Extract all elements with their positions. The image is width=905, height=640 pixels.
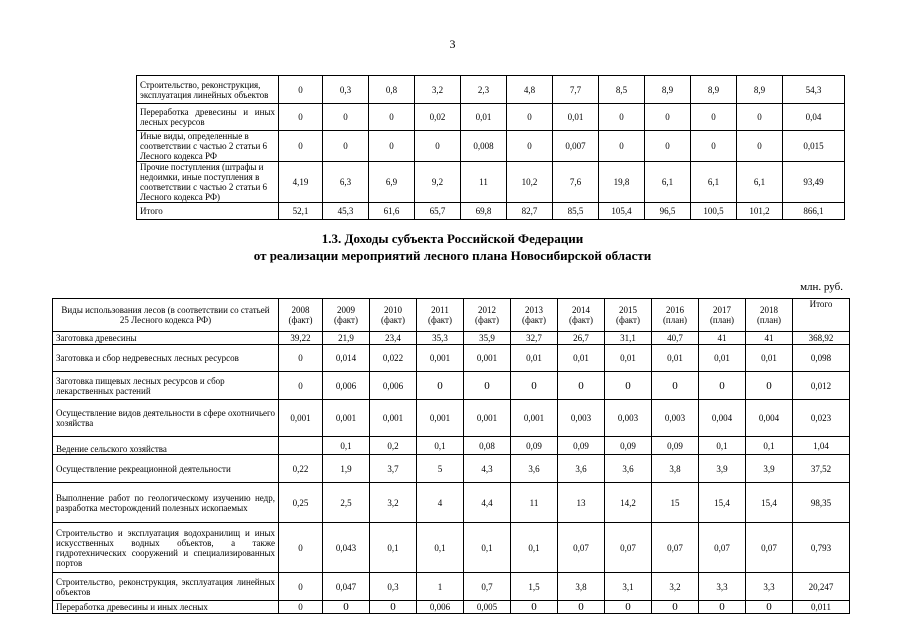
cell: 52,1 [279, 203, 323, 220]
row-label: Ведение сельского хозяйства [53, 437, 279, 455]
cell: 6,1 [691, 162, 737, 203]
cell: 0 [507, 131, 553, 162]
cell: 0 [279, 104, 323, 131]
cell: 0,25 [279, 483, 323, 523]
header-total: Итого [793, 299, 850, 332]
cell: 20,247 [793, 573, 850, 601]
cell: 0 [323, 131, 369, 162]
cell: 9,2 [415, 162, 461, 203]
cell: 0 [369, 104, 415, 131]
cell: 0 [599, 104, 645, 131]
cell: 3,9 [699, 455, 746, 483]
cell: 35,9 [464, 332, 511, 345]
cell [279, 437, 323, 455]
cell: 0,02 [415, 104, 461, 131]
row-label: Осуществление видов деятельности в сфере охотничьего хозяйства [53, 400, 279, 437]
cell: 2,3 [461, 76, 507, 104]
revenue-table-main [52, 298, 850, 614]
header-year: 2008 (факт) [279, 299, 323, 332]
cell: 0,012 [793, 372, 850, 400]
cell: 0 [279, 76, 323, 104]
table-row [53, 455, 850, 483]
table-header-row [53, 299, 850, 332]
cell: 35,3 [417, 332, 464, 345]
cell: 0,1 [417, 437, 464, 455]
cell: 98,35 [793, 483, 850, 523]
cell: 0,043 [323, 523, 370, 573]
header-year: 2016 (план) [652, 299, 699, 332]
cell: 368,92 [793, 332, 850, 345]
cell: 0,001 [511, 400, 558, 437]
cell: 3,2 [415, 76, 461, 104]
cell: 0,001 [279, 400, 323, 437]
cell: 0 [417, 372, 464, 400]
cell: 0,22 [279, 455, 323, 483]
cell: 6,1 [737, 162, 783, 203]
cell: 7,6 [553, 162, 599, 203]
row-label: Строительство, реконструкция, эксплуатация линейных объектов [137, 76, 279, 104]
cell: 14,2 [605, 483, 652, 523]
cell: 11 [461, 162, 507, 203]
header-year: 2011 (факт) [417, 299, 464, 332]
cell: 0,001 [417, 345, 464, 372]
cell: 0,015 [783, 131, 845, 162]
cell: 0,793 [793, 523, 850, 573]
cell: 0,003 [558, 400, 605, 437]
cell: 11 [511, 483, 558, 523]
cell: 0 [699, 601, 746, 614]
cell: 41 [699, 332, 746, 345]
cell: 82,7 [507, 203, 553, 220]
row-label: Заготовка и сбор недревесных лесных ресурсов [53, 345, 279, 372]
cell: 0,09 [558, 437, 605, 455]
cell: 61,6 [369, 203, 415, 220]
cell: 0,07 [699, 523, 746, 573]
cell: 21,9 [323, 332, 370, 345]
cell: 69,8 [461, 203, 507, 220]
cell: 0,001 [464, 345, 511, 372]
cell: 26,7 [558, 332, 605, 345]
cell: 0,023 [793, 400, 850, 437]
cell: 3,2 [652, 573, 699, 601]
cell: 0,008 [461, 131, 507, 162]
cell: 93,49 [783, 162, 845, 203]
cell: 0,7 [464, 573, 511, 601]
row-label: Строительство и эксплуатация водохранилищ и иных искусственных водных объектов, а также гидротехнических сооружений и специализированных портов [53, 523, 279, 573]
cell: 0 [279, 573, 323, 601]
table-row [53, 601, 850, 614]
cell: 1 [417, 573, 464, 601]
cell: 0,01 [652, 345, 699, 372]
cell: 41 [746, 332, 793, 345]
cell: 31,1 [605, 332, 652, 345]
cell: 0 [737, 131, 783, 162]
header-year: 2010 (факт) [370, 299, 417, 332]
cell: 4,4 [464, 483, 511, 523]
cell: 866,1 [783, 203, 845, 220]
cell: 3,6 [558, 455, 605, 483]
cell: 8,9 [645, 76, 691, 104]
cell: 2,5 [323, 483, 370, 523]
cell: 37,52 [793, 455, 850, 483]
row-label: Переработка древесины и иных лесных [53, 601, 279, 614]
header-year: 2014 (факт) [558, 299, 605, 332]
cell: 0 [464, 372, 511, 400]
cell: 15,4 [699, 483, 746, 523]
cell: 0 [645, 104, 691, 131]
header-year: 2013 (факт) [511, 299, 558, 332]
cell: 10,2 [507, 162, 553, 203]
cell: 0 [279, 601, 323, 614]
cell: 3,8 [558, 573, 605, 601]
cell: 0,003 [605, 400, 652, 437]
cell: 3,6 [511, 455, 558, 483]
cell: 0,011 [793, 601, 850, 614]
cell: 39,22 [279, 332, 323, 345]
cell: 96,5 [645, 203, 691, 220]
cell: 0,09 [605, 437, 652, 455]
cell: 0,8 [369, 76, 415, 104]
cell: 0,1 [417, 523, 464, 573]
header-year: 2015 (факт) [605, 299, 652, 332]
cell: 0,07 [605, 523, 652, 573]
row-label: Переработка древесины и иных лесных ресурсов [137, 104, 279, 131]
cell: 0,006 [417, 601, 464, 614]
cell: 0,04 [783, 104, 845, 131]
cell: 1,5 [511, 573, 558, 601]
cell: 0,01 [699, 345, 746, 372]
cell: 0 [605, 372, 652, 400]
cell: 0,006 [323, 372, 370, 400]
cell: 0 [323, 601, 370, 614]
row-label: Строительство, реконструкция, эксплуатация линейных объектов [53, 573, 279, 601]
cell: 3,1 [605, 573, 652, 601]
header-year: 2009 (факт) [323, 299, 370, 332]
cell: 0,1 [746, 437, 793, 455]
cell: 6,3 [323, 162, 369, 203]
units-label: млн. руб. [800, 281, 843, 293]
cell: 0,01 [511, 345, 558, 372]
cell: 3,7 [370, 455, 417, 483]
cell: 0 [279, 345, 323, 372]
cell: 3,9 [746, 455, 793, 483]
cell: 0,01 [746, 345, 793, 372]
revenue-table-continued [136, 75, 845, 220]
cell: 100,5 [691, 203, 737, 220]
cell: 0 [605, 601, 652, 614]
table-row [137, 162, 845, 203]
cell: 101,2 [737, 203, 783, 220]
cell: 0 [415, 131, 461, 162]
table-row [137, 131, 845, 162]
cell: 0,09 [511, 437, 558, 455]
cell: 4 [417, 483, 464, 523]
cell: 0 [645, 131, 691, 162]
section-title-line2: от реализации мероприятий лесного плана Новосибирской области [253, 248, 652, 263]
cell: 0,007 [553, 131, 599, 162]
cell: 0 [511, 601, 558, 614]
row-label: Выполнение работ по геологическому изучению недр, разработка месторождений полезных ископаемых [53, 483, 279, 523]
cell: 0 [369, 131, 415, 162]
cell: 0 [691, 131, 737, 162]
cell: 54,3 [783, 76, 845, 104]
cell: 32,7 [511, 332, 558, 345]
cell: 0 [652, 601, 699, 614]
cell: 0,01 [461, 104, 507, 131]
cell: 0 [507, 104, 553, 131]
cell: 0,1 [370, 523, 417, 573]
cell: 0,098 [793, 345, 850, 372]
table-row [53, 345, 850, 372]
cell: 0,07 [746, 523, 793, 573]
cell: 0,09 [652, 437, 699, 455]
cell: 6,1 [645, 162, 691, 203]
cell: 0,004 [746, 400, 793, 437]
cell: 0 [652, 372, 699, 400]
cell: 0,3 [323, 76, 369, 104]
table-row [53, 573, 850, 601]
cell: 0 [699, 372, 746, 400]
cell: 8,9 [737, 76, 783, 104]
cell: 15 [652, 483, 699, 523]
cell: 0,001 [370, 400, 417, 437]
cell: 0,3 [370, 573, 417, 601]
section-title-line1: 1.3. Доходы субъекта Российской Федерации [321, 231, 584, 246]
cell: 0,2 [370, 437, 417, 455]
table-row [137, 104, 845, 131]
table-row [137, 76, 845, 104]
cell: 0,001 [417, 400, 464, 437]
cell: 0 [511, 372, 558, 400]
cell: 0,001 [323, 400, 370, 437]
cell: 0,014 [323, 345, 370, 372]
header-year: 2012 (факт) [464, 299, 511, 332]
cell: 3,8 [652, 455, 699, 483]
row-label: Заготовка пищевых лесных ресурсов и сбор лекарственных растений [53, 372, 279, 400]
cell: 6,9 [369, 162, 415, 203]
cell: 0 [323, 104, 369, 131]
cell: 0 [746, 372, 793, 400]
cell: 23,4 [370, 332, 417, 345]
header-year: 2018 (план) [746, 299, 793, 332]
cell: 0,047 [323, 573, 370, 601]
cell: 0,08 [464, 437, 511, 455]
cell: 0,003 [652, 400, 699, 437]
cell: 85,5 [553, 203, 599, 220]
cell: 0,07 [558, 523, 605, 573]
cell: 0,07 [652, 523, 699, 573]
cell: 5 [417, 455, 464, 483]
cell: 8,9 [691, 76, 737, 104]
cell: 0,005 [464, 601, 511, 614]
cell: 0 [279, 131, 323, 162]
cell: 7,7 [553, 76, 599, 104]
cell: 0,006 [370, 372, 417, 400]
header-forest-use-type: Виды использования лесов (в соответствии со статьей 25 Лесного кодекса РФ) [53, 299, 279, 332]
cell: 0 [558, 601, 605, 614]
row-label: Заготовка древесины [53, 332, 279, 345]
cell: 0,004 [699, 400, 746, 437]
cell: 0,1 [699, 437, 746, 455]
cell: 4,8 [507, 76, 553, 104]
table-row [53, 483, 850, 523]
cell: 3,6 [605, 455, 652, 483]
table-row [53, 523, 850, 573]
cell: 0,01 [605, 345, 652, 372]
cell: 3,3 [746, 573, 793, 601]
cell: 3,3 [699, 573, 746, 601]
cell: 1,9 [323, 455, 370, 483]
cell: 3,2 [370, 483, 417, 523]
cell: 40,7 [652, 332, 699, 345]
cell: 0 [691, 104, 737, 131]
table-row [53, 372, 850, 400]
cell: 8,5 [599, 76, 645, 104]
cell: 0,1 [511, 523, 558, 573]
page-number: 3 [449, 37, 456, 51]
table-row-total [137, 203, 845, 220]
cell: 15,4 [746, 483, 793, 523]
cell: 0,022 [370, 345, 417, 372]
row-label: Итого [137, 203, 279, 220]
cell: 19,8 [599, 162, 645, 203]
row-label: Прочие поступления (штрафы и недоимки, иные поступления в соответствии с частью 2 статьи 6 Лесного кодекса РФ) [137, 162, 279, 203]
row-label: Осуществление рекреационной деятельности [53, 455, 279, 483]
cell: 13 [558, 483, 605, 523]
cell: 0,01 [558, 345, 605, 372]
cell: 0,001 [464, 400, 511, 437]
table-row [53, 400, 850, 437]
cell: 0 [746, 601, 793, 614]
cell: 0,01 [553, 104, 599, 131]
cell: 0 [370, 601, 417, 614]
cell: 0 [279, 372, 323, 400]
cell: 0 [558, 372, 605, 400]
cell: 0 [737, 104, 783, 131]
cell: 0,1 [323, 437, 370, 455]
table-row [53, 332, 850, 345]
cell: 105,4 [599, 203, 645, 220]
row-label: Иные виды, определенные в соответствии с частью 2 статьи 6 Лесного кодекса РФ [137, 131, 279, 162]
cell: 45,3 [323, 203, 369, 220]
cell: 4,19 [279, 162, 323, 203]
cell: 1,04 [793, 437, 850, 455]
cell: 0 [599, 131, 645, 162]
cell: 4,3 [464, 455, 511, 483]
cell: 0 [279, 523, 323, 573]
table-row [53, 437, 850, 455]
header-year: 2017 (план) [699, 299, 746, 332]
cell: 65,7 [415, 203, 461, 220]
cell: 0,1 [464, 523, 511, 573]
